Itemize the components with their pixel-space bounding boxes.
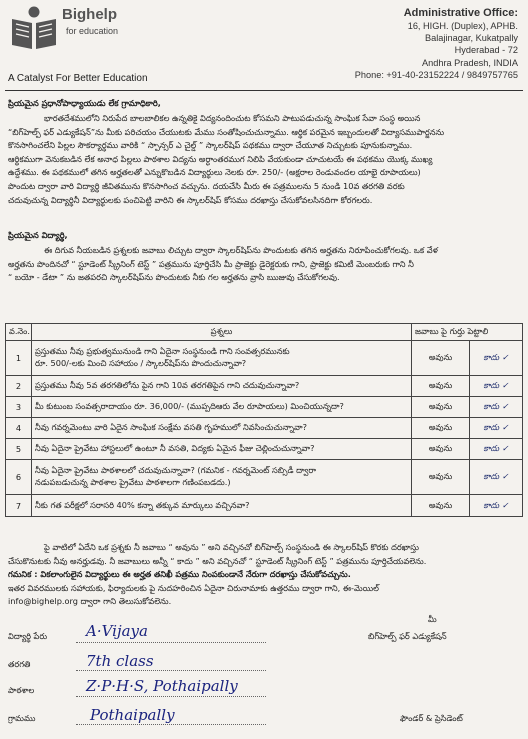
- office-line: Balajinagar, Kukatpally: [425, 33, 518, 44]
- school-label: పాఠశాల: [8, 685, 35, 695]
- fill-line: [76, 670, 266, 671]
- mark-text: కాదు: [483, 352, 500, 362]
- answer-yes[interactable]: అవును: [412, 341, 470, 376]
- answer-no-marked[interactable]: కాదు ✓: [470, 397, 523, 418]
- question-cell: [32, 341, 412, 376]
- answer-yes[interactable]: అవును: [412, 376, 470, 397]
- fill-line: [76, 724, 266, 725]
- paragraph-line: పై వాటిలో ఏదేని ఒక ప్రశ్నకు నీ జవాబు “ అవును ” అని వచ్చినచో బిగ్‌హెల్ప్ సంస్థనుండి ఈ స్కాలర్‌షిప్ కొరకు దరఖాస్తు: [44, 542, 419, 552]
- paragraph-line: “బిగ్‌హెల్ప్ ఫర్ ఎడ్యుకేషన్”ను మీకు పరిచయం చేయుటకు మేము సంతోషించుచున్నాము. ఆర్థిక పరమైన ఇబ్బందులతో విద్యాసముపార్జనను: [8, 126, 445, 137]
- col-header-questions: ప్రశ్నలు: [32, 324, 412, 341]
- fill-line: [76, 642, 266, 643]
- mark-text: కాదు: [483, 380, 500, 390]
- brand-subtitle: for education: [66, 26, 119, 36]
- answer-no-marked[interactable]: కాదు ✓: [470, 341, 523, 376]
- village-label: గ్రామము: [8, 713, 36, 723]
- answer-no-marked[interactable]: కాదు ✓: [470, 495, 523, 517]
- answer-yes[interactable]: అవును: [412, 495, 470, 517]
- table-row: [6, 376, 523, 397]
- answer-yes[interactable]: అవును: [412, 439, 470, 460]
- office-line: 16, HIGH. (Duplex), APHB.: [407, 21, 518, 31]
- table-row: [6, 341, 523, 376]
- row-number: 6: [6, 460, 32, 495]
- answer-no-marked[interactable]: కాదు ✓: [470, 439, 523, 460]
- class-label: తరగతి: [8, 659, 31, 669]
- question-text: నడుపబడుచున్న పాఠశాల ప్రైవేటు పాఠశాలగా గణింపబడదు.): [35, 477, 231, 487]
- table-row: [6, 439, 523, 460]
- table-row: [6, 460, 523, 495]
- paragraph-line: ఆర్థికముగా వెనుకబడిన లేక అనాధ పిల్లలు పాఠశాల విద్యను అర్ధాంతరముగ నిలిపి వేయకుండా చూచుటయే ఈ పథకము యొక్క ముఖ్య: [8, 153, 433, 164]
- table-row: [6, 418, 523, 439]
- office-title: Administrative Office:: [403, 7, 518, 19]
- instructions-paragraph: [8, 541, 520, 609]
- paragraph-line: భారతదేశములోని నిరుపేద బాలబాలికల ఉన్నతికై విద్యనందించుట కోసమని పాటుపడుచున్న సాంఘిక సేవా సంస్థ అయిన: [44, 113, 421, 123]
- student-name-value[interactable]: A·Vijaya: [86, 622, 148, 640]
- question-text: నీకు గత పరీక్షలో సరాసరి 40% కన్నా తక్కువ మార్కులు వచ్చినవా?: [35, 499, 250, 510]
- office-line: Hyderabad - 72: [454, 45, 518, 56]
- col-header-serial: వ.నెం.: [6, 324, 32, 341]
- paragraph-line: పొందుట ద్వారా వారి విద్యార్థి జీవితమును కొనసాగించ వచ్చును. దయచేసి మీరు ఈ పత్రములను 5 నుండి 10వ తరగతి వరకు: [8, 180, 405, 191]
- answer-yes[interactable]: అవును: [412, 460, 470, 495]
- answer-yes[interactable]: అవును: [412, 418, 470, 439]
- question-cell: [32, 418, 412, 439]
- paragraph-line: చదువుచున్న విద్యార్థినీ విద్యార్థులకు పంచిపెట్టి వారిని ఈ స్కాలర్‌షిప్ కోసము దరఖాస్తు చేసుకోవలసినదిగా కోరగలరు.: [8, 194, 373, 205]
- paragraph-line: చేసుకొనుటకు నీవు అనర్హుడవు. నీ జవాబులు అన్నీ “ కాదు ” అని వచ్చినచో “ స్టూడెంట్ స్క్రీనింగ్ టెస్ట్ ” పత్రమును పూర్తిచేయవలెను.: [8, 555, 427, 566]
- answer-no-marked[interactable]: కాదు ✓: [470, 376, 523, 397]
- fill-line: [76, 696, 266, 697]
- school-value[interactable]: Z·P·H·S, Pothaipally: [86, 677, 238, 695]
- mark-text: కాదు: [483, 401, 500, 411]
- tagline: A Catalyst For Better Education: [8, 73, 148, 84]
- question-text: నీవు గవర్నమెంటు వారి ఏదైన సాంఘిక సంక్షేమ వసతి గృహములో నివసించుచున్నావా?: [35, 422, 307, 432]
- signature-role: ఫౌండర్ & ప్రెసిడెంట్: [400, 713, 463, 723]
- row-number: 3: [6, 397, 32, 418]
- salutation: ప్రియమైన ప్రధానోపాధ్యాయుడు లేక గ్రామాధికారి,: [8, 98, 161, 108]
- question-text: మీ కుటుంబ సంవత్సరాదాయం రూ. 36,000/- (ముప్పదిఆరు వేల రూపాయలు) మించియున్నదా?: [35, 401, 344, 411]
- row-number: 7: [6, 495, 32, 517]
- paragraph-line: ఈ దిగువ నీయబడిన ప్రశ్నలకు జవాబు లిచ్చుట ద్వారా స్కాలర్‌షిప్‌ను పొందుటకు తగిన అర్హతను నిరూపించుకోగలవు. ఒక వేళ: [44, 245, 438, 255]
- answer-yes[interactable]: అవును: [412, 397, 470, 418]
- question-text: ప్రస్తుతము నీవు 5వ తరగతిలోను పైన గాని 10వ తరగతిపైన గాని చదువుచున్నావా?: [35, 380, 300, 390]
- office-address: [355, 6, 518, 81]
- student-greeting: ప్రియమైన విద్యార్థి,: [8, 230, 68, 240]
- mark-text: కాదు: [483, 443, 500, 453]
- paragraph-line: అర్హతను పొందినచో “ స్టూడెంట్ స్క్రీనింగ్ టెస్ట్ ” పత్రమును పూర్తిచేసి మీ ప్రాజెక్టు డైరెక్టరుకు గాని, ప్రాజెక్టు కమిటీ మెంబరుకు గాని నీ: [8, 258, 414, 269]
- row-number: 4: [6, 418, 32, 439]
- header-divider: [5, 90, 523, 91]
- table-row: [6, 495, 523, 517]
- office-phone: Phone: +91-40-23152224 / 9849757765: [354, 69, 518, 80]
- question-text: నీవు ఏదైనా ప్రైవేటు హాస్టలులో ఉంటూ నీ వసతి, విద్యకు ఏమైన ఫీజు చెల్లించుచున్నావా?: [35, 443, 315, 453]
- mark-text: కాదు: [483, 422, 500, 432]
- student-name-label: విద్యార్థి పేరు: [8, 631, 48, 641]
- student-paragraph: [8, 244, 520, 285]
- row-number: 2: [6, 376, 32, 397]
- row-number: 5: [6, 439, 32, 460]
- mark-text: కాదు: [483, 471, 500, 481]
- village-value[interactable]: Pothaipally: [90, 706, 175, 724]
- row-number: 1: [6, 341, 32, 376]
- class-value[interactable]: 7th class: [86, 652, 154, 670]
- paragraph-line: ఇతర వివరములకు సహాయకు, ఫిర్యాదులకు పై నుదహరించిన ఏదైనా చిరునామాకు ఉత్తరము ద్వారా గాని, ఈ-మెయిల్: [8, 582, 379, 593]
- question-cell: [32, 397, 412, 418]
- question-cell: [32, 460, 412, 495]
- paragraph-line: కొనసాగించలేని పిల్లల సౌకర్యార్థము వారికి “ స్పాన్సర్ ఎ చైల్డ్ ” స్కాలర్‌షిప్ పథకము ద్వారా చేయూత నిచ్చుటకు పూనుకున్నాము.: [8, 140, 413, 151]
- email-line: info@bighelp.org ద్వారా గాని తెలుసుకోవలెను.: [8, 596, 172, 607]
- question-text: నీవు ఏదైనా ప్రైవేటు పాఠశాలలో చదువుచున్నావా? (గమనిక - గవర్నమెంట్ సబ్సిడీ ద్వారా: [35, 465, 317, 475]
- intro-paragraph: [8, 112, 520, 207]
- answer-no-marked[interactable]: కాదు ✓: [470, 460, 523, 495]
- signature-salutation: మీ: [428, 614, 437, 624]
- question-text: ప్రస్తుతము నీవు ప్రభుత్వమునుండి గాని ఏదైనా సంస్థనుండి గాని సంవత్సరమునకు: [35, 346, 290, 356]
- office-line: Andhra Pradesh, INDIA: [421, 57, 518, 68]
- signature-organization: బిగ్‌హెల్ప్ ఫర్ ఎడ్యుకేషన్: [368, 631, 447, 641]
- paragraph-line: “ బయో - డేటా ” ను జతపరచి స్కాలర్‌షిప్‌ను పొందుటకు నీకు గల అర్హతను వ్రాసి ఋజువు చేసుకోగలవు.: [8, 272, 340, 283]
- question-cell: [32, 495, 412, 517]
- question-cell: [32, 376, 412, 397]
- note-line: గమనిక : వికలాంగులైన విద్యార్థులు ఈ అర్హత తనిఖీ పత్రము నింపకుండానే నేరుగా దరఖాస్తు చేసుకోవచ్చును.: [8, 569, 351, 580]
- col-header-answer: జవాబు పై గుర్తు పెట్టాలి: [412, 324, 523, 341]
- question-text: రూ. 500/-లకు మించి సహాయం / స్కాలర్‌షిప్‌ను పొందుచున్నావా?: [35, 358, 247, 368]
- eligibility-table: [5, 323, 523, 517]
- table-header-row: [6, 324, 523, 341]
- bighelp-logo: [8, 5, 60, 51]
- question-cell: [32, 439, 412, 460]
- answer-no-marked[interactable]: కాదు ✓: [470, 418, 523, 439]
- brand-name: Bighelp: [62, 6, 117, 23]
- mark-text: కాదు: [483, 499, 500, 510]
- table-row: [6, 397, 523, 418]
- paragraph-line: ఉద్దేశము. ఈ పథకములో తగిన అర్హతలతో ఎన్నుకొబడిన విద్యార్థులు నెలకు రూ. 250/- (అక్షరాల రెండువందల యాభై రూపాయలు): [8, 167, 421, 178]
